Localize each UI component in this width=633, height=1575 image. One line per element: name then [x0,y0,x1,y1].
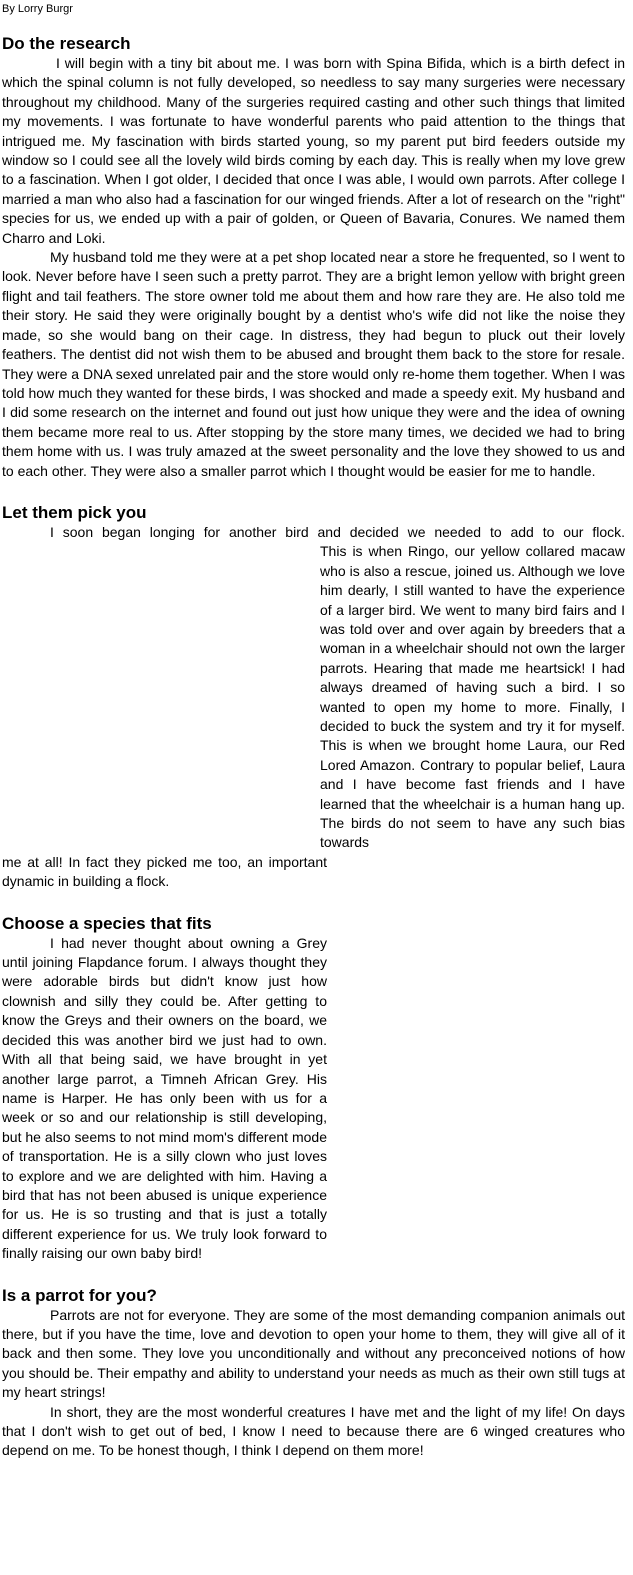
paragraph-tail-text: me at all! In fact they picked me too, an important dynamic in building a flock. [2,853,327,890]
paragraph: In short, they are the most wonderful creatures I have met and the light of my life! On days that I don't wish to get out of bed, I know I need to because there are 6 winged creatures who depend on me. To be honest though, I think I depend on them more! [2,1403,625,1459]
paragraph-wrap [2,523,625,892]
byline: By Lorry Burgr [2,3,73,15]
section-heading: Is a parrot for you? [2,1285,157,1305]
section-choose-a-species [2,914,327,1264]
paragraph: I had never thought about owning a Grey until joining Flapdance forum. I always thought they were adorable birds but didn't know just how clownish and silly they could be. After getting to know the Greys and their owners on the board, we decided this was another bird we just had to own. With all that being said, we have brought in yet another large parrot, a Timneh African Grey. His name is Harper. He has only been with us for a week or so and our relationship is still developing, but he also seems to not mind mom's different mode of transportation. He is a silly clown who just loves to explore and we are delighted with him. Having a bird that has not been abused is unique experience for us. He is so trusting and that is just a totally different experience for us. We truly look forward to finally raising our own baby bird! [2,934,327,1262]
section-heading: Let them pick you [2,502,147,522]
section-let-them-pick-you [2,503,625,892]
paragraph: Parrots are not for everyone. They are some of the most demanding companion animals out there, but if you have the time, love and devotion to open your home to them, they will give all of it back and then some. They love you unconditionally and without any preconceived notions of how you should be. Their empathy and ability to understand your needs as much as their own still tugs at my heart strings! [2,1306,625,1401]
paragraph: I will begin with a tiny bit about me. I was born with Spina Bifida, which is a birth defect in which the spinal column is not fully developed, so needless to say many surgeries were necessary throughout my childhood. Many of the surgeries required casting and other such things that limited my movements. I was fortunate to have wonderful parents who paid attention to the things that intrigued me. My fascination with birds started young, so my parent put bird feeders outside my window so I could see all the lovely wild birds coming by each day. This is really when my love grew to a fascination. When I got older, I decided that once I was able, I would own parrots. After college I married a man who also had a fascination for our winged friends. After a lot of research on the "right" species for us, we ended up with a pair of golden, or Queen of Bavaria, Conures. We named them Charro and Loki. [2,55,625,246]
article [0,2,629,1461]
paragraph: My husband told me they were at a pet shop located near a store he frequented, so I went to look. Never before have I seen such a pretty parrot. They are a bright lemon yellow with bright green flight and tail feathers. The store owner told me about them and how rare they are. He also told me their story. He said they were originally bought by a dentist who's wife did not like the noise they made, so she would bang on their cage. In distress, they had begun to pluck out their lovely feathers. The dentist did not wish them to be abused and brought them back to the store for resale. They were a DNA sexed unrelated pair and the store would only re-home them together. When I was told how much they wanted for these birds, I was shocked and made a speedy exit. My husband and I did some research on the internet and found out just how unique they were and the idea of owning them became more real to us. After stopping by the store many times, we decided we had to bring them home with us. I was truly amazed at the sweet personality and the love they showed to us and to each other. They were also a smaller parrot which I thought would be easier for me to handle. [2,249,625,479]
section-heading: Do the research [2,34,131,53]
section-is-a-parrot-for-you [2,1286,625,1461]
section-do-the-research [2,34,625,481]
paragraph-wrapped-text: This is when Ringo, our yellow collared macaw who is also a rescue, joined us. Although we love him dearly, I still wanted to have the experience of a larger bird. We went to many bird fairs and I was told over and over again by breeders that a woman in a wheelchair should not own the larger parrots. Hearing that made me heartsick! I had always dreamed of having such a bird. I so wanted to open my home to more. Finally, I decided to buck the system and try it for myself. This is when we brought home Laura, our Red Lored Amazon. Contrary to popular belief, Laura and I have become fast friends and I have learned that the wheelchair is a human hang up. The birds do not seem to have any such bias towards [320,543,625,851]
paragraph-line: I soon began longing for another bird and decided we needed to add to our flock. [50,523,625,540]
section-heading: Choose a species that fits [2,913,212,933]
